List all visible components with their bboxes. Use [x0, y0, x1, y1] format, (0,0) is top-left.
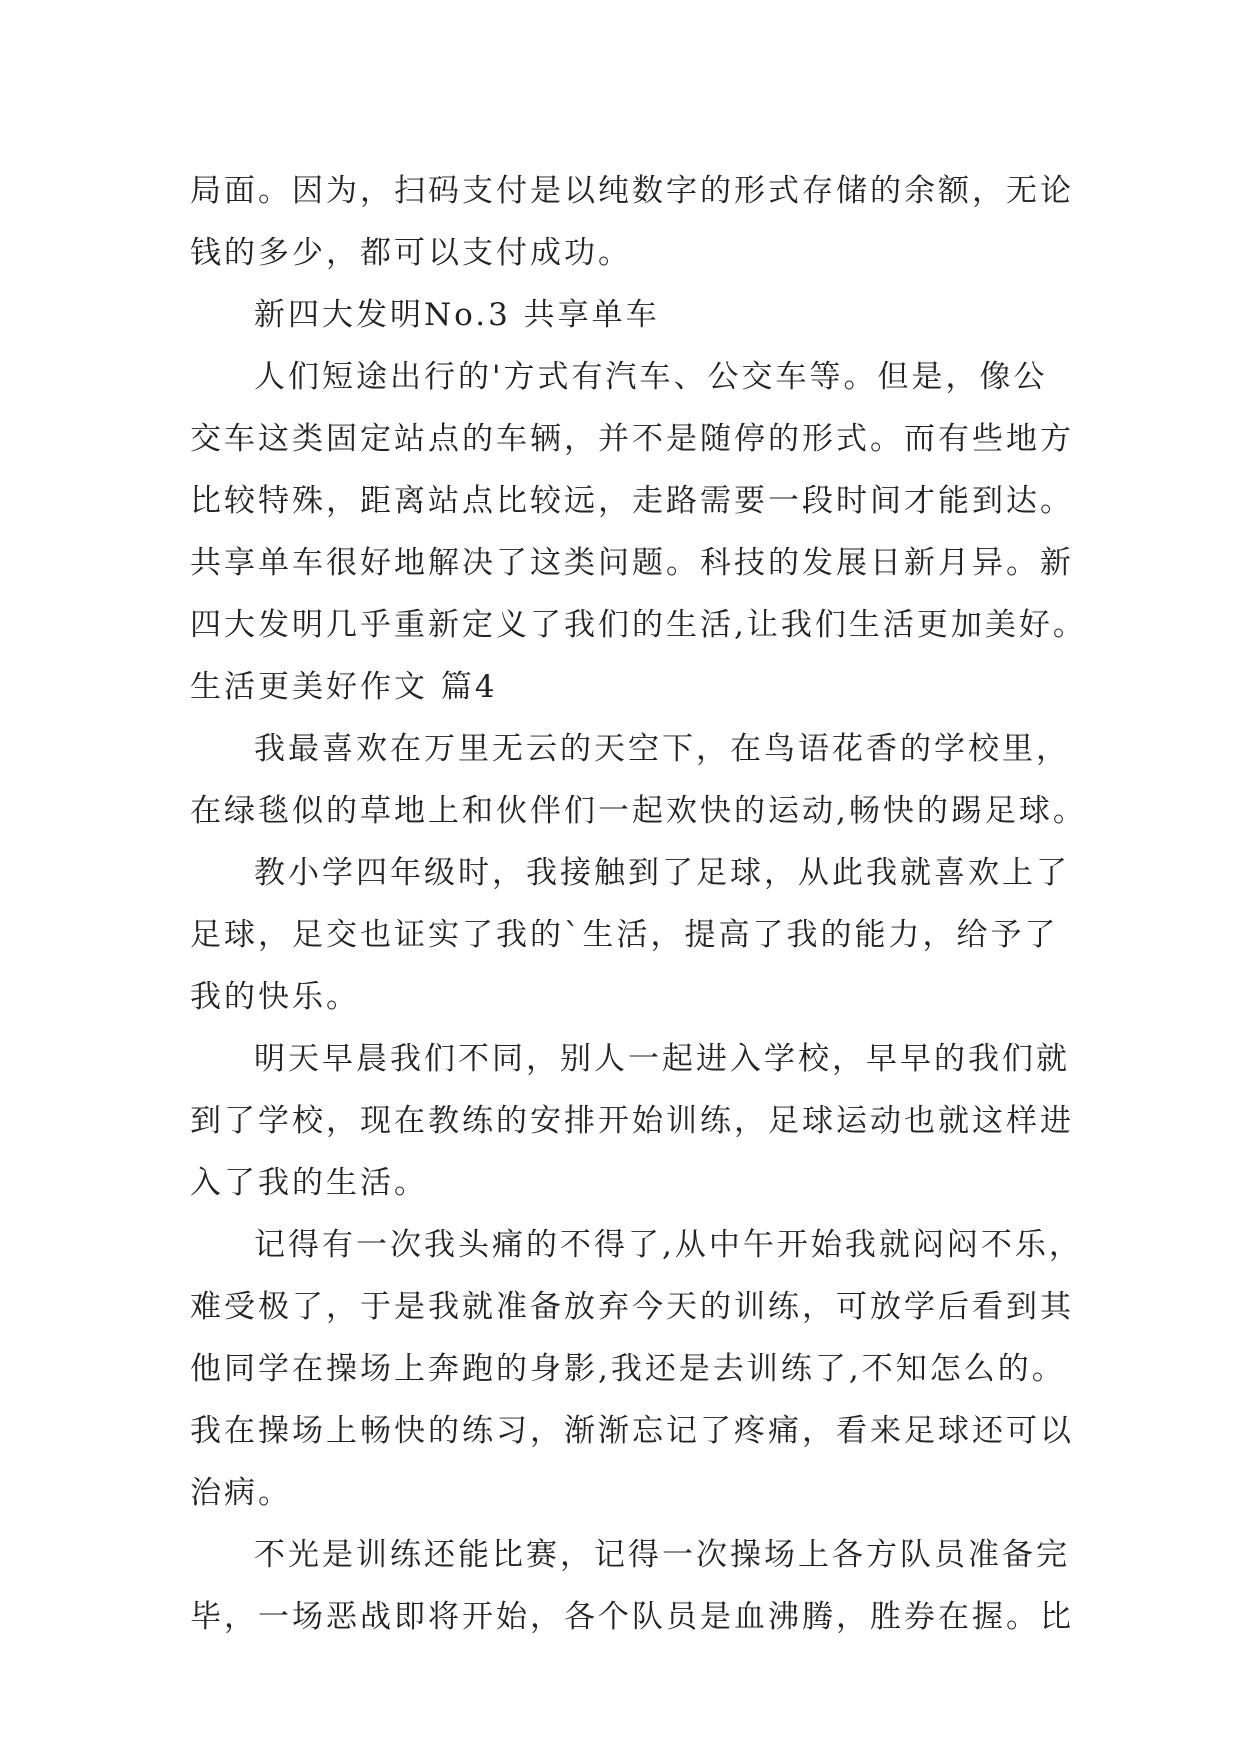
text-line: 人们短途出行的'方式有汽车、公交车等。但是，像公: [254, 359, 1048, 395]
text-line: 在绿毯似的草地上和伙伴们一起欢快的运动,畅快的踢足球。: [190, 793, 1087, 829]
text-line: 局面。因为，扫码支付是以纯数字的形式存储的余额，无论: [190, 173, 1074, 209]
text-line: 我最喜欢在万里无云的天空下，在鸟语花香的学校里，: [254, 731, 1070, 767]
text-line: 足球，足交也证实了我的`生活，提高了我的能力，给予了: [190, 917, 1059, 953]
text-line: 交车这类固定站点的车辆，并不是随停的形式。而有些地方: [190, 421, 1074, 457]
text-line: 钱的多少，都可以支付成功。: [190, 235, 632, 271]
text-line: 教小学四年级时，我接触到了足球，从此我就喜欢上了: [254, 855, 1070, 891]
text-line: 我在操场上畅快的练习，渐渐忘记了疼痛，看来足球还可以: [190, 1413, 1074, 1449]
text-line: 他同学在操场上奔跑的身影,我还是去训练了,不知怎么的。: [190, 1351, 1066, 1387]
document-body: [190, 160, 1087, 1648]
text-line: 共享单车很好地解决了这类问题。科技的发展日新月异。新: [190, 545, 1074, 581]
text-line: 明天早晨我们不同，别人一起进入学校，早早的我们就: [254, 1041, 1070, 1077]
text-line: 生活更美好作文 篇4: [190, 669, 498, 705]
text-line: 治病。: [190, 1475, 292, 1511]
text-line: 不光是训练还能比赛，记得一次操场上各方队员准备完: [254, 1537, 1070, 1573]
text-line: 我的快乐。: [190, 979, 360, 1015]
text-line: 新四大发明No.3 共享单车: [254, 297, 660, 333]
text-line: 记得有一次我头痛的不得了,从中午开始我就闷闷不乐，: [254, 1227, 1083, 1263]
text-line: 毕，一场恶战即将开始，各个队员是血沸腾，胜券在握。比: [190, 1599, 1074, 1635]
text-line: 到了学校，现在教练的安排开始训练，足球运动也就这样进: [190, 1103, 1074, 1139]
text-line: 难受极了，于是我就准备放弃今天的训练，可放学后看到其: [190, 1289, 1074, 1325]
text-line: 比较特殊，距离站点比较远，走路需要一段时间才能到达。: [190, 483, 1074, 519]
text-line: 入了我的生活。: [190, 1165, 428, 1201]
text-line: 四大发明几乎重新定义了我们的生活,让我们生活更加美好。: [190, 607, 1087, 643]
